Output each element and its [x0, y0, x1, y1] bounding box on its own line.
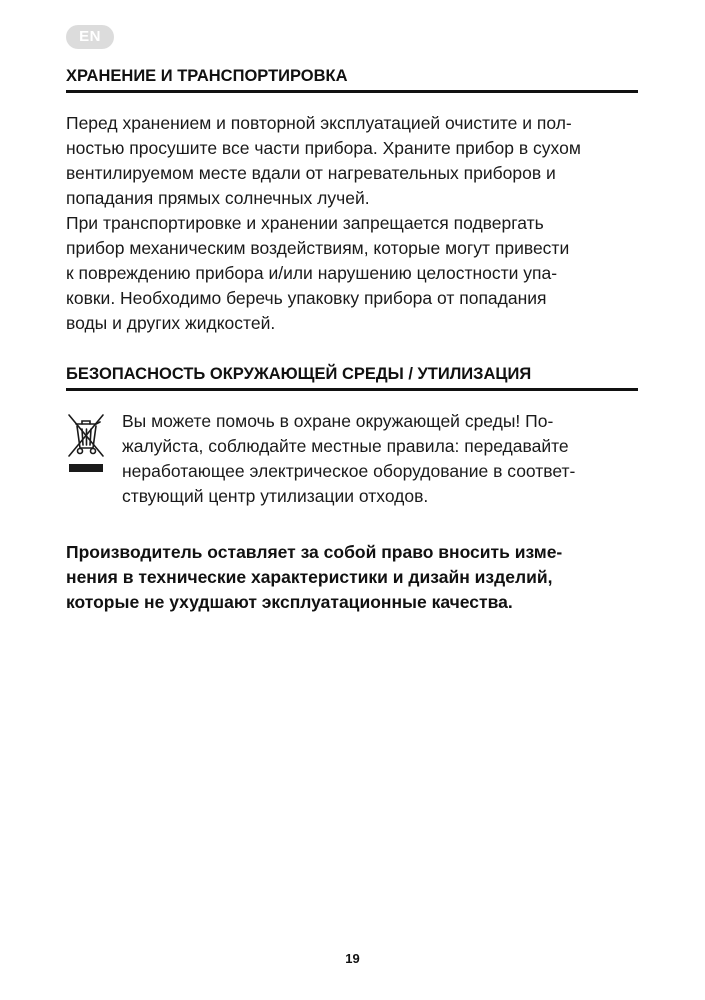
- environment-section-heading: БЕЗОПАСНОСТЬ ОКРУЖАЮЩЕЙ СРЕДЫ / УТИЛИЗАЦИЯ: [66, 364, 638, 391]
- text-line: Перед хранением и повторной эксплуатацией очистите и пол-: [66, 113, 572, 133]
- environment-paragraph: [122, 409, 575, 509]
- text-line: попадания прямых солнечных лучей.: [66, 188, 370, 208]
- text-line: неработающее электрическое оборудование в соответ-: [122, 461, 576, 481]
- text-line: ностью просушите все части прибора. Храните прибор в сухом: [66, 138, 581, 158]
- text-line: ствующий центр утилизации отходов.: [122, 486, 429, 506]
- text-line: которые не ухудшают эксплуатационные качества.: [66, 592, 513, 612]
- storage-paragraph-2: [66, 211, 569, 336]
- page-number: 19: [345, 951, 360, 966]
- text-line: вентилируемом месте вдали от нагревательных приборов и: [66, 163, 556, 183]
- text-line: нения в технические характеристики и дизайн изделий,: [66, 567, 553, 587]
- text-line: ковки. Необходимо беречь упаковку прибора от попадания: [66, 288, 547, 308]
- text-line: Производитель оставляет за собой право вносить изме-: [66, 542, 563, 562]
- language-badge: EN: [66, 25, 114, 49]
- text-line: жалуйста, соблюдайте местные правила: передавайте: [122, 436, 569, 456]
- storage-paragraph-1: [66, 111, 581, 211]
- text-line: Вы можете помочь в охране окружающей среды! По-: [122, 411, 554, 431]
- text-line: к повреждению прибора и/или нарушению целостности упа-: [66, 263, 558, 283]
- text-line: При транспортировке и хранении запрещается подвергать: [66, 213, 544, 233]
- manufacturer-disclaimer: [66, 540, 562, 615]
- text-line: прибор механическим воздействиям, которые могут привести: [66, 238, 570, 258]
- crossed-out-wheelie-bin-icon: [66, 412, 106, 478]
- storage-section-heading: ХРАНЕНИЕ И ТРАНСПОРТИРОВКА: [66, 66, 638, 93]
- text-line: воды и других жидкостей.: [66, 313, 276, 333]
